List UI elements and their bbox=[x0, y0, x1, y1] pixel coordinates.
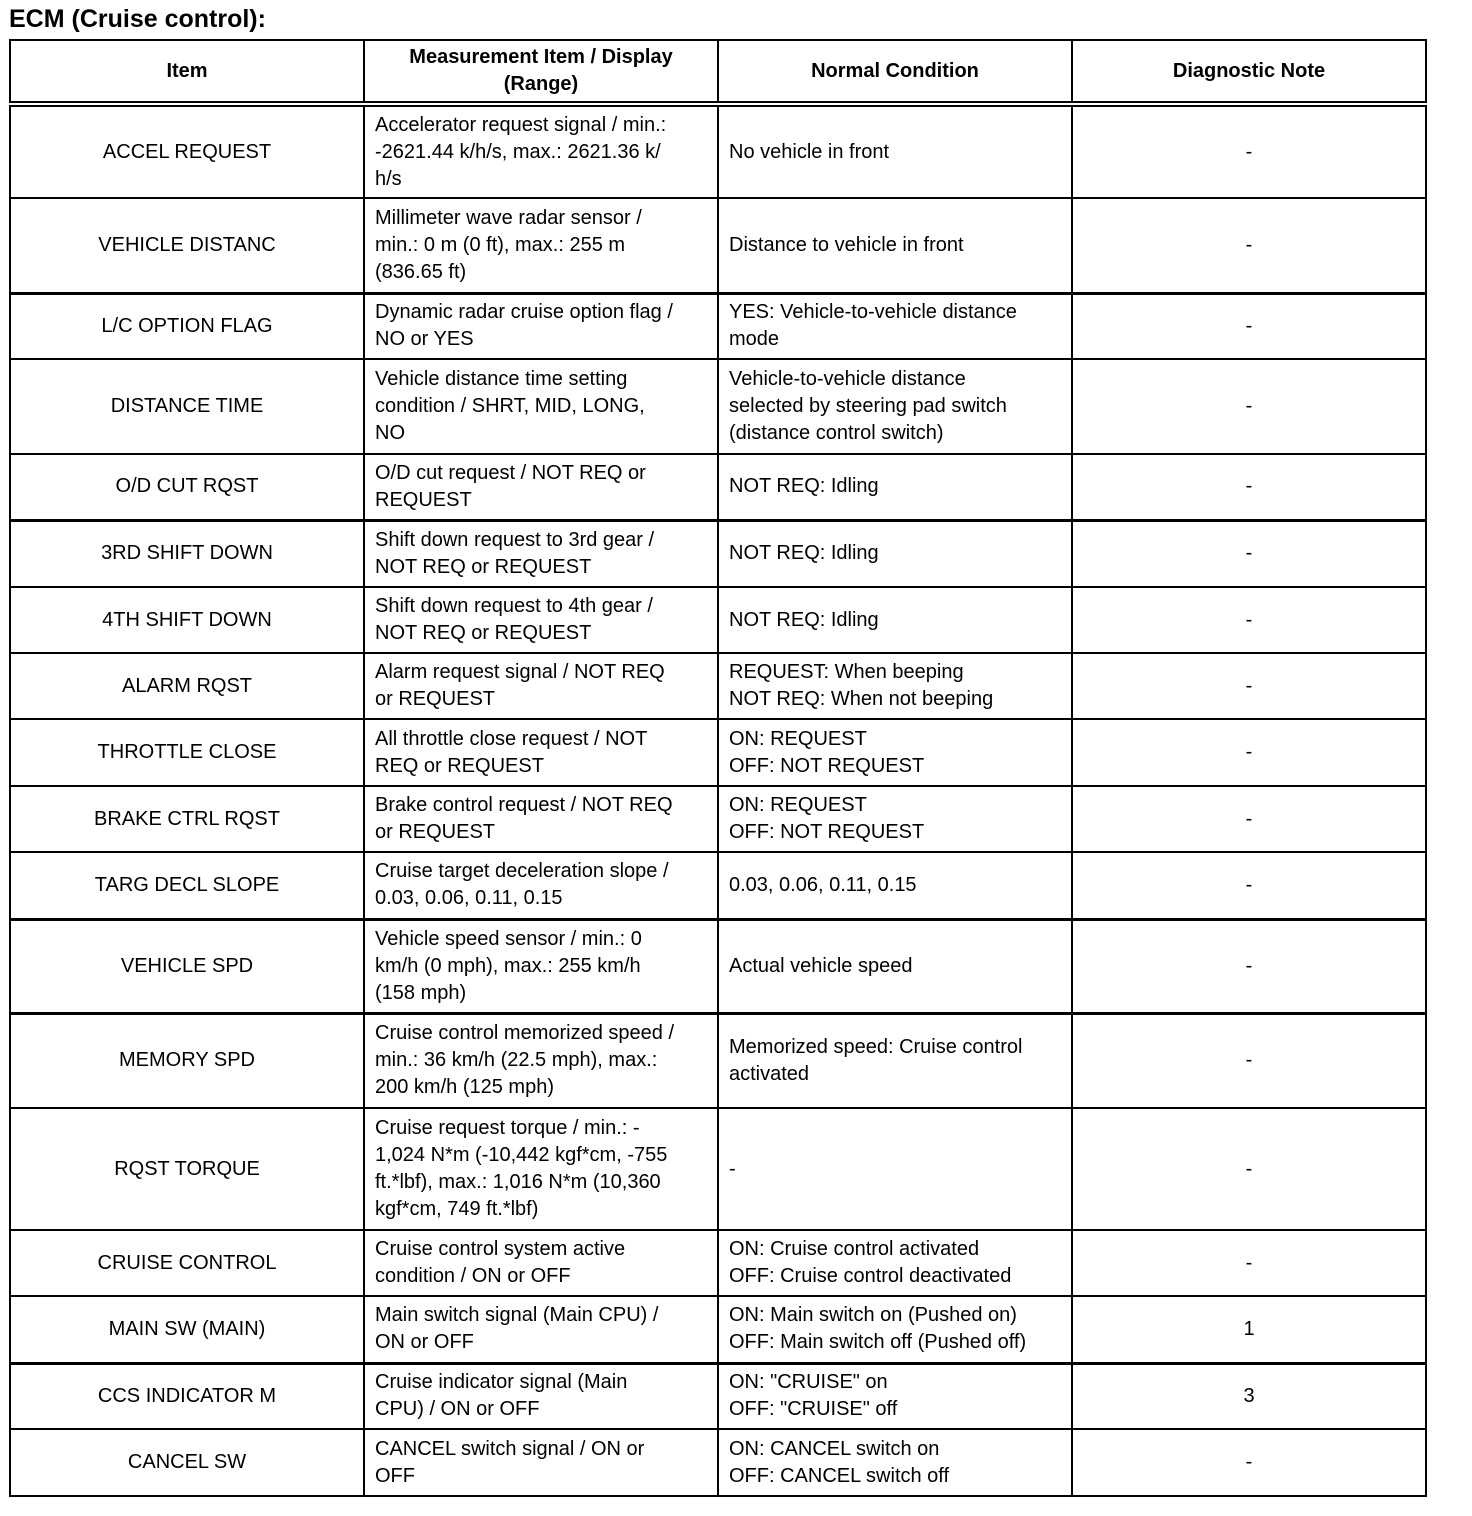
cell-diagnostic-note: - bbox=[1072, 587, 1426, 653]
cell-condition-line: NOT REQ: Idling bbox=[729, 475, 879, 498]
cell-measurement-line: Shift down request to 3rd gear / bbox=[375, 528, 655, 551]
cell-condition bbox=[718, 1108, 1072, 1230]
cell-condition bbox=[718, 293, 1072, 359]
cell-measurement bbox=[364, 919, 718, 1013]
cell-diagnostic-note: - bbox=[1072, 1013, 1426, 1108]
cell-measurement bbox=[364, 454, 718, 520]
cell-condition-line: NOT REQ: Idling bbox=[729, 542, 879, 565]
cell-measurement bbox=[364, 719, 718, 786]
cell-condition-line: OFF: CANCEL switch off bbox=[729, 1464, 950, 1487]
cell-item: L/C OPTION FLAG bbox=[10, 293, 364, 359]
header-condition: Normal Condition bbox=[718, 40, 1072, 104]
cell-measurement-line: Cruise indicator signal (Main bbox=[375, 1371, 628, 1394]
cell-measurement bbox=[364, 293, 718, 359]
table-row bbox=[10, 359, 1426, 454]
cell-measurement bbox=[364, 1363, 718, 1429]
table-row bbox=[10, 198, 1426, 293]
cell-measurement bbox=[364, 653, 718, 719]
cell-measurement-line: Vehicle distance time setting bbox=[375, 368, 628, 390]
table-row bbox=[10, 1108, 1426, 1230]
cell-condition bbox=[718, 104, 1072, 198]
cell-measurement-line: Accelerator request signal / min.: bbox=[375, 113, 667, 136]
cell-condition-line: NOT REQ: When not beeping bbox=[729, 688, 994, 710]
cell-item: 4TH SHIFT DOWN bbox=[10, 587, 364, 653]
cell-condition-line: Actual vehicle speed bbox=[729, 954, 913, 977]
table-row bbox=[10, 852, 1426, 919]
cell-condition bbox=[718, 1429, 1072, 1496]
cell-measurement-line: condition / SHRT, MID, LONG, bbox=[375, 395, 645, 417]
cell-measurement-line: 0.03, 0.06, 0.11, 0.15 bbox=[375, 887, 563, 910]
cell-item: VEHICLE SPD bbox=[10, 919, 364, 1013]
cell-condition-line: - bbox=[729, 1157, 736, 1180]
cell-diagnostic-note: - bbox=[1072, 359, 1426, 454]
cell-measurement-line: 200 km/h (125 mph) bbox=[375, 1076, 554, 1099]
cell-measurement-line: Millimeter wave radar sensor / bbox=[375, 206, 642, 229]
cell-condition bbox=[718, 359, 1072, 454]
table-row bbox=[10, 1013, 1426, 1108]
cell-condition-line: REQUEST: When beeping bbox=[729, 661, 964, 683]
cell-measurement-line: O/D cut request / NOT REQ or bbox=[375, 461, 646, 484]
cell-measurement-line: NOT REQ or REQUEST bbox=[375, 555, 592, 578]
cell-item: CCS INDICATOR M bbox=[10, 1363, 364, 1429]
cell-condition-line: YES: Vehicle-to-vehicle distance bbox=[729, 301, 1017, 324]
cell-diagnostic-note: - bbox=[1072, 919, 1426, 1013]
cell-condition-line: 0.03, 0.06, 0.11, 0.15 bbox=[729, 873, 917, 896]
table-row bbox=[10, 520, 1426, 587]
cell-measurement-line: h/s bbox=[375, 167, 402, 190]
cell-condition bbox=[718, 1363, 1072, 1429]
cell-condition-line: selected by steering pad switch bbox=[729, 395, 1007, 417]
cell-measurement bbox=[364, 1296, 718, 1363]
cell-measurement-line: Alarm request signal / NOT REQ bbox=[375, 661, 665, 683]
cell-measurement-line: Shift down request to 4th gear / bbox=[375, 595, 653, 617]
cell-measurement-line: 1,024 N*m (-10,442 kgf*cm, -755 bbox=[375, 1144, 668, 1166]
cell-measurement-line: ON or OFF bbox=[375, 1331, 474, 1354]
cell-measurement bbox=[364, 1230, 718, 1296]
cell-measurement-line: min.: 36 km/h (22.5 mph), max.: bbox=[375, 1049, 658, 1072]
cell-condition bbox=[718, 198, 1072, 293]
cell-diagnostic-note: - bbox=[1072, 1108, 1426, 1230]
cell-measurement-line: CPU) / ON or OFF bbox=[375, 1398, 540, 1421]
cell-measurement-line: Cruise control system active bbox=[375, 1238, 626, 1260]
cell-condition-line: activated bbox=[729, 1062, 810, 1085]
cell-condition-line: OFF: "CRUISE" off bbox=[729, 1398, 898, 1421]
cell-item: ACCEL REQUEST bbox=[10, 104, 364, 198]
cell-measurement bbox=[364, 1108, 718, 1230]
cell-measurement bbox=[364, 520, 718, 587]
cell-measurement-line: or REQUEST bbox=[375, 688, 496, 710]
cell-measurement-line: Main switch signal (Main CPU) / bbox=[375, 1304, 659, 1327]
cell-diagnostic-note: - bbox=[1072, 454, 1426, 520]
cell-condition bbox=[718, 852, 1072, 919]
cell-item: THROTTLE CLOSE bbox=[10, 719, 364, 786]
table-row bbox=[10, 786, 1426, 852]
cell-measurement-line: ft.*lbf), max.: 1,016 N*m (10,360 bbox=[375, 1171, 661, 1193]
cell-measurement bbox=[364, 587, 718, 653]
cell-measurement-line: min.: 0 m (0 ft), max.: 255 m bbox=[375, 233, 626, 256]
cell-condition-line: OFF: Main switch off (Pushed off) bbox=[729, 1331, 1027, 1354]
cell-condition bbox=[718, 1296, 1072, 1363]
cell-measurement-line: -2621.44 k/h/s, max.: 2621.36 k/ bbox=[375, 140, 661, 163]
header-note: Diagnostic Note bbox=[1072, 40, 1426, 104]
cell-measurement-line: Dynamic radar cruise option flag / bbox=[375, 301, 673, 324]
cell-measurement-line: OFF bbox=[375, 1464, 415, 1487]
cell-condition-line: ON: "CRUISE" on bbox=[729, 1371, 888, 1394]
cell-diagnostic-note: - bbox=[1072, 104, 1426, 198]
cell-condition-line: ON: CANCEL switch on bbox=[729, 1437, 940, 1460]
cell-condition bbox=[718, 653, 1072, 719]
cell-measurement-line: (836.65 ft) bbox=[375, 260, 467, 283]
table-row bbox=[10, 1429, 1426, 1496]
table-row bbox=[10, 1230, 1426, 1296]
cell-diagnostic-note: - bbox=[1072, 1230, 1426, 1296]
table-row bbox=[10, 719, 1426, 786]
table-row bbox=[10, 587, 1426, 653]
cell-condition bbox=[718, 454, 1072, 520]
cell-measurement bbox=[364, 104, 718, 198]
cell-measurement-line: (158 mph) bbox=[375, 981, 467, 1004]
cell-measurement-line: Cruise request torque / min.: - bbox=[375, 1117, 640, 1139]
cell-measurement bbox=[364, 852, 718, 919]
table-row bbox=[10, 454, 1426, 520]
table-row bbox=[10, 104, 1426, 198]
cell-condition-line: No vehicle in front bbox=[729, 140, 890, 163]
cell-item: MAIN SW (MAIN) bbox=[10, 1296, 364, 1363]
cell-condition-line: OFF: NOT REQUEST bbox=[729, 754, 925, 777]
cell-measurement-line: condition / ON or OFF bbox=[375, 1265, 571, 1287]
cell-measurement-line: Cruise control memorized speed / bbox=[375, 1022, 675, 1045]
table-header bbox=[10, 40, 1426, 104]
cell-measurement-line: km/h (0 mph), max.: 255 km/h bbox=[375, 954, 641, 977]
cell-measurement bbox=[364, 359, 718, 454]
cell-item: RQST TORQUE bbox=[10, 1108, 364, 1230]
cell-condition-line: ON: REQUEST bbox=[729, 727, 867, 750]
cell-diagnostic-note: - bbox=[1072, 786, 1426, 852]
cell-condition bbox=[718, 1013, 1072, 1108]
cell-item: BRAKE CTRL RQST bbox=[10, 786, 364, 852]
cell-measurement-line: Cruise target deceleration slope / bbox=[375, 860, 669, 883]
cell-measurement-line: REQ or REQUEST bbox=[375, 754, 544, 777]
cell-item: MEMORY SPD bbox=[10, 1013, 364, 1108]
cell-condition-line: ON: REQUEST bbox=[729, 794, 867, 816]
table-row bbox=[10, 919, 1426, 1013]
cell-measurement-line: NO bbox=[375, 422, 405, 444]
cell-diagnostic-note: - bbox=[1072, 198, 1426, 293]
cell-condition bbox=[718, 919, 1072, 1013]
table-row bbox=[10, 1296, 1426, 1363]
cell-condition-line: OFF: NOT REQUEST bbox=[729, 821, 925, 843]
cell-condition-line: OFF: Cruise control deactivated bbox=[729, 1265, 1012, 1287]
cell-condition bbox=[718, 719, 1072, 786]
cell-condition bbox=[718, 1230, 1072, 1296]
cell-measurement-line: NO or YES bbox=[375, 328, 474, 351]
cell-measurement-line: Vehicle speed sensor / min.: 0 bbox=[375, 927, 642, 950]
cell-condition-line: NOT REQ: Idling bbox=[729, 608, 879, 631]
cell-item: CANCEL SW bbox=[10, 1429, 364, 1496]
cell-condition-line: (distance control switch) bbox=[729, 422, 944, 444]
cell-measurement-line: or REQUEST bbox=[375, 821, 496, 843]
cell-measurement-line: CANCEL switch signal / ON or bbox=[375, 1437, 645, 1460]
header-measurement bbox=[364, 40, 718, 104]
cell-condition-line: ON: Cruise control activated bbox=[729, 1238, 980, 1260]
cell-condition-line: mode bbox=[729, 328, 780, 351]
cell-diagnostic-note: - bbox=[1072, 719, 1426, 786]
cell-diagnostic-note: - bbox=[1072, 520, 1426, 587]
cell-measurement bbox=[364, 1013, 718, 1108]
cell-condition-line: Distance to vehicle in front bbox=[729, 233, 964, 256]
table-row bbox=[10, 1363, 1426, 1429]
cell-measurement-line: All throttle close request / NOT bbox=[375, 727, 648, 750]
header-measurement-line: (Range) bbox=[503, 73, 579, 95]
page-title: ECM (Cruise control): bbox=[9, 5, 266, 33]
cell-item: ALARM RQST bbox=[10, 653, 364, 719]
cell-item: O/D CUT RQST bbox=[10, 454, 364, 520]
cell-diagnostic-note: 3 bbox=[1072, 1363, 1426, 1429]
cell-item: DISTANCE TIME bbox=[10, 359, 364, 454]
cell-measurement-line: Brake control request / NOT REQ bbox=[375, 794, 673, 816]
cell-measurement-line: REQUEST bbox=[375, 488, 472, 511]
cell-condition bbox=[718, 587, 1072, 653]
table-row bbox=[10, 653, 1426, 719]
cell-condition-line: Memorized speed: Cruise control bbox=[729, 1035, 1023, 1058]
cell-diagnostic-note: - bbox=[1072, 653, 1426, 719]
cell-condition bbox=[718, 786, 1072, 852]
cell-condition-line: ON: Main switch on (Pushed on) bbox=[729, 1304, 1017, 1327]
header-row bbox=[10, 40, 1426, 104]
cell-measurement bbox=[364, 198, 718, 293]
cell-condition-line: Vehicle-to-vehicle distance bbox=[729, 368, 966, 390]
cell-diagnostic-note: - bbox=[1072, 1429, 1426, 1496]
cell-measurement-line: kgf*cm, 749 ft.*lbf) bbox=[375, 1198, 539, 1220]
header-measurement-line: Measurement Item / Display bbox=[409, 46, 673, 68]
table-row bbox=[10, 293, 1426, 359]
cell-measurement bbox=[364, 1429, 718, 1496]
table-body bbox=[10, 104, 1426, 1496]
cell-measurement bbox=[364, 786, 718, 852]
cell-item: 3RD SHIFT DOWN bbox=[10, 520, 364, 587]
cell-diagnostic-note: 1 bbox=[1072, 1296, 1426, 1363]
cell-diagnostic-note: - bbox=[1072, 852, 1426, 919]
header-item: Item bbox=[10, 40, 364, 104]
cell-item: TARG DECL SLOPE bbox=[10, 852, 364, 919]
cell-item: VEHICLE DISTANC bbox=[10, 198, 364, 293]
cell-diagnostic-note: - bbox=[1072, 293, 1426, 359]
data-list-table bbox=[9, 39, 1427, 1497]
cell-item: CRUISE CONTROL bbox=[10, 1230, 364, 1296]
cell-condition bbox=[718, 520, 1072, 587]
cell-measurement-line: NOT REQ or REQUEST bbox=[375, 622, 592, 644]
